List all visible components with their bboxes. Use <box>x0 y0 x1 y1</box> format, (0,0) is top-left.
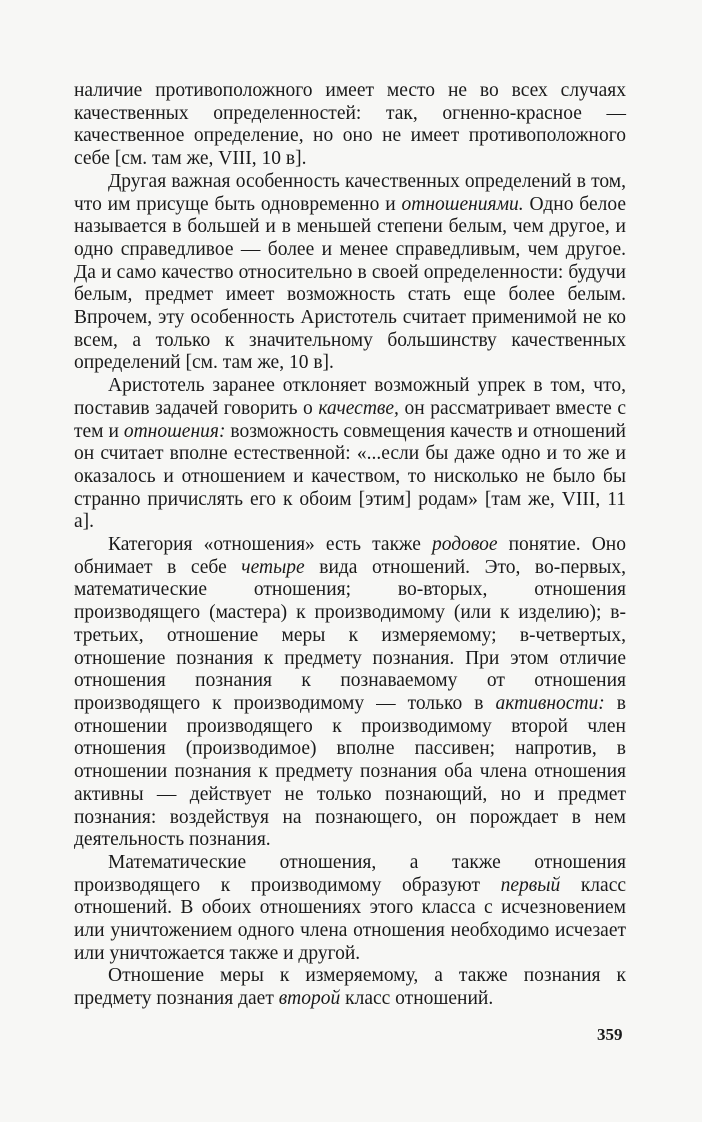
text-segment: Аристотель заранее отклоняет возможный упрек в том, что, поставив задачей говорить о <box>74 375 626 419</box>
text-segment: возможность совмещения качеств и отношений он считает вполне естественной: «...если бы даже одно и то же и оказалось и отношением и качеством, то нисколько не было бы странно причислять его к обоим [этим] родам» [там же, VIII, 11 а]. <box>74 420 626 533</box>
text-segment: наличие противоположного имеет место не во всех случаях качественных определенностей: так, огненно-красное — качественное определение, но оно не имеет противоположного себе [см. там же, VIII, 10 в]. <box>74 80 626 170</box>
italic-term: отношениями. <box>401 193 524 215</box>
italic-term: родовое <box>432 534 498 556</box>
body-text <box>74 80 626 1011</box>
text-segment: Другая важная особенность качественных определений в том, что им присуще быть одновременно и <box>74 170 626 215</box>
paragraph-4 <box>74 534 626 852</box>
text-segment: Категория «отношения» есть также <box>108 534 432 556</box>
text-segment: Математические отношения, а также отношения производящего к производимому образуют <box>74 851 626 896</box>
paragraph-2 <box>74 171 626 375</box>
text-segment: класс отношений. <box>340 988 494 1010</box>
text-segment: Одно белое называется в большей и в меньшей степени белым, чем другое, и одно справедливое — более и менее справедливым, чем другое. Да и само качество относительно в своей определенности: будучи белым, предмет имеет возможность стать еще более белым. Впрочем, эту особенность Аристотель считает применимой не ко всем, а только к значительному большинству качественных определений [см. там же, 10 в]. <box>74 193 626 374</box>
text-segment: вида отношений. Это, во-первых, математические отношения; во-вторых, отношения производящего (мастера) к производимому (или к изделию); в-третьих, отношение меры к измеряемому; в-четвертых, отношение познания к предмету познания. При этом отличие отношения познания к познаваемому от отношения производящего к производимому — только в <box>74 556 626 714</box>
italic-term: отношения: <box>123 420 226 442</box>
italic-term: первый <box>500 874 561 896</box>
page-number: 359 <box>597 1025 623 1044</box>
paragraph-3 <box>74 375 626 534</box>
paragraph-6 <box>74 965 626 1010</box>
text-segment: понятие. Оно обнимает в себе <box>74 534 626 578</box>
text-segment: он рассматривает вместе с тем и <box>74 397 626 442</box>
italic-term: качестве, <box>318 397 399 419</box>
italic-term: активности: <box>495 692 605 714</box>
text-segment: Отношение меры к измеряемому, а также познания к предмету познания дает <box>74 965 626 1010</box>
paragraph-5 <box>74 852 626 966</box>
paragraph-1 <box>74 80 626 171</box>
text-segment: класс отношений. В обоих отношениях этого класса с исчезновением или уничтожением одного члена отношения необходимо исчезает или уничтожается также и другой. <box>74 874 627 964</box>
italic-term: четыре <box>241 556 305 578</box>
italic-term: второй <box>278 988 341 1010</box>
text-segment: в отношении производящего к производимому второй член отношения (производимое) вполне пассивен; напротив, в отношении познания к предмету познания оба члена отношения активны — действует не только познающий, но и предмет познания: воздействуя на познающего, он порождает в нем деятельность познания. <box>74 692 626 851</box>
